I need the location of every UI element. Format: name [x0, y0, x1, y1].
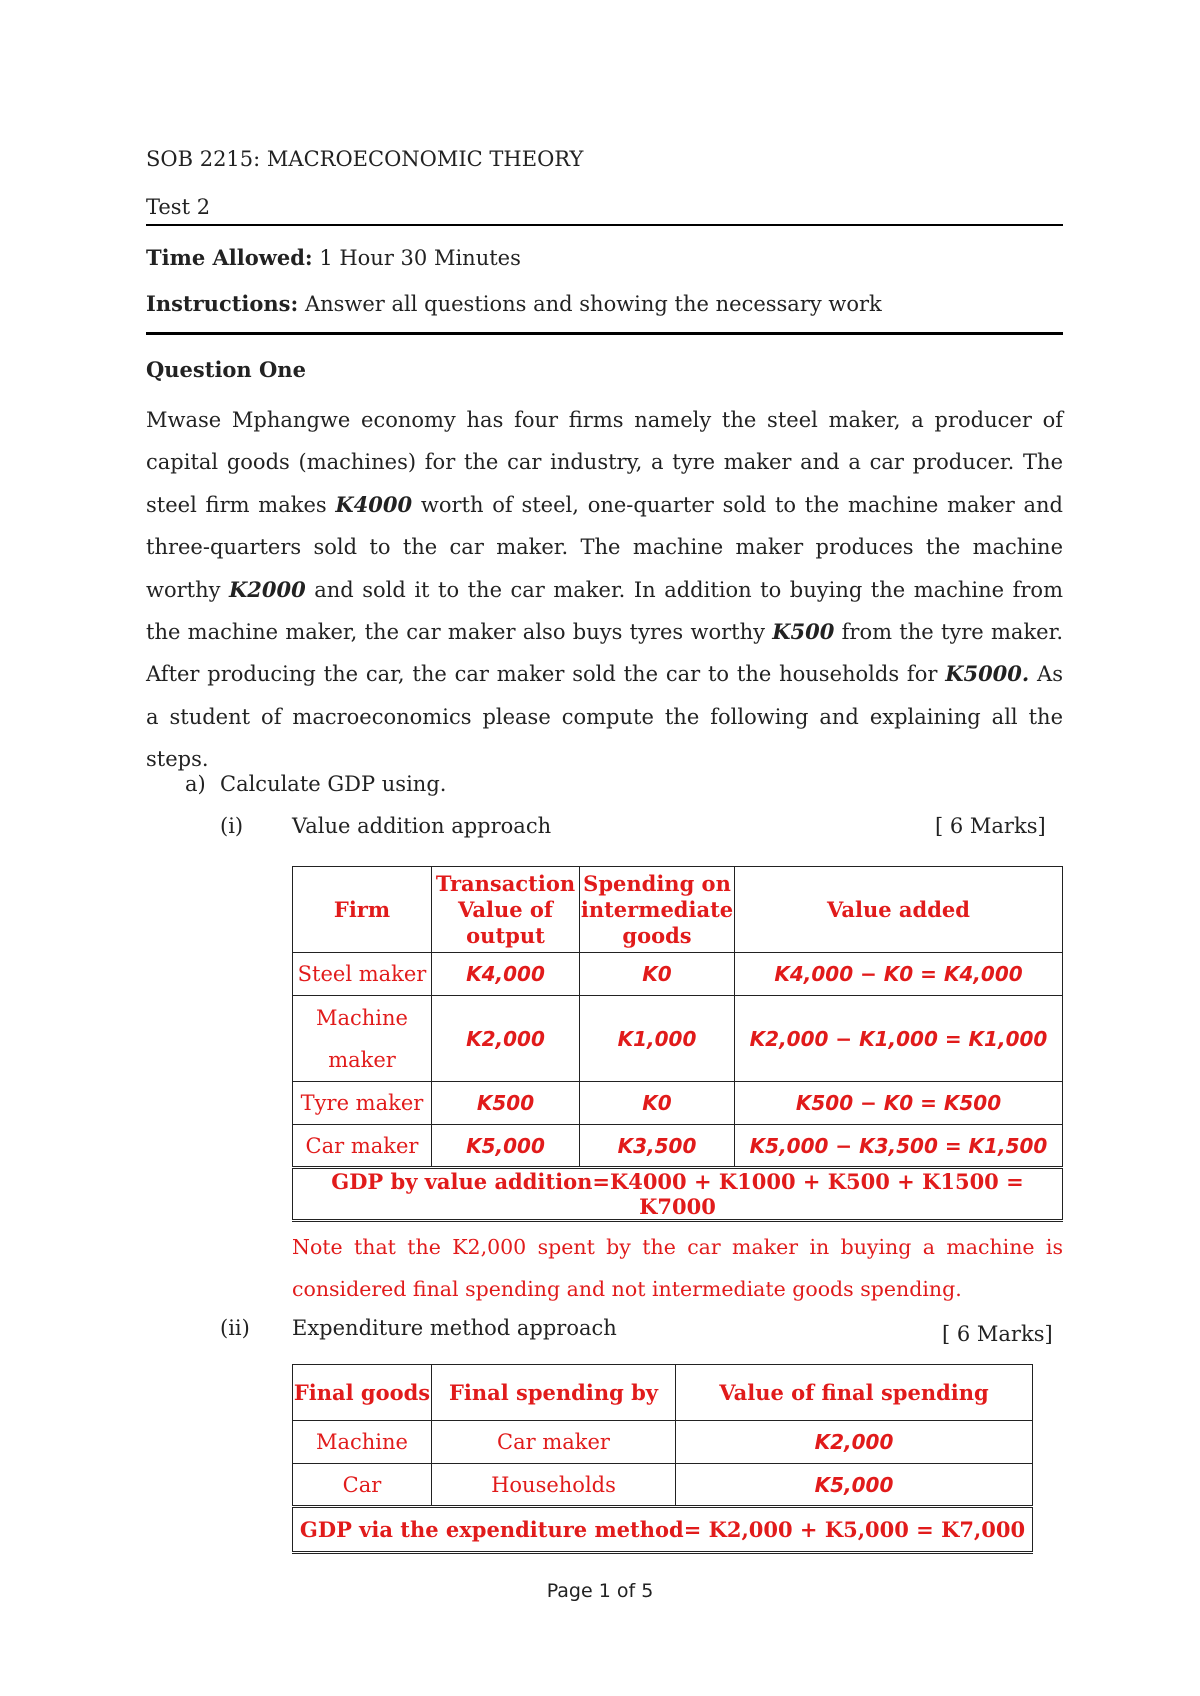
- table1-header: Transaction Value of output: [432, 867, 580, 953]
- part-ii-label: (ii): [220, 1316, 250, 1340]
- time-allowed-label: Time Allowed:: [146, 245, 313, 270]
- table-cell: Machine: [293, 1421, 432, 1464]
- gdp-value-addition-total: GDP by value addition=K4000 + K1000 + K500 + K1500 = K7000: [293, 1168, 1063, 1221]
- table-cell: Car: [293, 1464, 432, 1507]
- math-amount: K5000.: [945, 661, 1030, 687]
- table-cell: K500 − K0 = K500: [735, 1082, 1063, 1125]
- math-amount: K2000: [229, 576, 306, 602]
- part-ii-text: Expenditure method approach: [292, 1316, 617, 1340]
- question-text: Mwase Mphangwe economy has four firms namely the steel maker, a producer of capital goods (machines) for the car industry, a tyre maker and a car producer. The steel firm makes: [146, 408, 1063, 517]
- part-a-text: Calculate GDP using.: [220, 772, 447, 796]
- gdp-expenditure-total: GDP via the expenditure method= K2,000 + K5,000 = K7,000: [293, 1507, 1033, 1553]
- question-text: As a student of macroeconomics please compute the following and explaining all the steps.: [146, 662, 1063, 772]
- page-number: Page 1 of 5: [546, 1580, 654, 1602]
- part-a-label: a): [185, 772, 206, 796]
- table-cell: K5,000: [432, 1125, 580, 1168]
- question-body: [146, 399, 1063, 781]
- question-text: worth of steel, one-quarter sold to the machine maker and three-quarters sold to the car maker. The machine maker produces the machine worthy: [146, 492, 1063, 602]
- instructions-value: Answer all questions and showing the necessary work: [298, 292, 882, 316]
- table-cell: K0: [580, 953, 735, 996]
- table2-header: Final spending by: [432, 1365, 676, 1421]
- instructions: [146, 290, 882, 318]
- table-row: [293, 1125, 1063, 1168]
- test-title: Test 2: [146, 195, 211, 219]
- math-amount: K500: [772, 619, 835, 645]
- math-amount: K4000: [335, 491, 413, 517]
- table-row: [293, 1464, 1033, 1507]
- value-added-table: [292, 866, 1063, 1222]
- table1-header: Spending on intermediate goods: [580, 867, 735, 953]
- part-i-label: (i): [220, 814, 244, 838]
- table2-header-row: [293, 1365, 1033, 1421]
- table2-total-row: [293, 1507, 1033, 1553]
- table-cell: Machine maker: [293, 996, 432, 1082]
- table-cell: K1,000: [580, 996, 735, 1082]
- table1-total-row: [293, 1168, 1063, 1221]
- instructions-label: Instructions:: [146, 291, 299, 316]
- table-cell: K3,500: [580, 1125, 735, 1168]
- part-i-text: Value addition approach: [292, 814, 552, 838]
- table-row: [293, 1421, 1033, 1464]
- course-title: SOB 2215: MACROECONOMIC THEORY: [146, 147, 584, 171]
- table2-header: Value of final spending: [676, 1365, 1033, 1421]
- part-i-marks: [ 6 Marks]: [935, 814, 1046, 838]
- table-cell: Households: [432, 1464, 676, 1507]
- time-allowed: [146, 244, 521, 272]
- table1-header-row: [293, 867, 1063, 953]
- table-cell: K0: [580, 1082, 735, 1125]
- table-cell: Tyre maker: [293, 1082, 432, 1125]
- question-text: and sold it to the car maker. In addition to buying the machine from the machine maker, the car maker also buys tyres worthy: [146, 577, 1063, 645]
- table-cell: Steel maker: [293, 953, 432, 996]
- table2-header: Final goods: [293, 1365, 432, 1421]
- instructions-divider: [146, 332, 1063, 335]
- table-row: [293, 996, 1063, 1082]
- question-title: Question One: [146, 357, 306, 382]
- table-cell: Car maker: [293, 1125, 432, 1168]
- expenditure-table: [292, 1364, 1033, 1554]
- table1-header: Value added: [735, 867, 1063, 953]
- table-cell: K500: [432, 1082, 580, 1125]
- table-cell: K2,000: [676, 1421, 1033, 1464]
- question-text: from the tyre maker. After producing the car, the car maker sold the car to the households for: [146, 620, 1063, 687]
- note-text: Note that the K2,000 spent by the car maker in buying a machine is considered final spending and not intermediate goods spending.: [292, 1235, 1063, 1301]
- table-row: [293, 953, 1063, 996]
- table-cell: Car maker: [432, 1421, 676, 1464]
- table-cell: K5,000 − K3,500 = K1,500: [735, 1125, 1063, 1168]
- table-cell: K5,000: [676, 1464, 1033, 1507]
- table-cell: K4,000: [432, 953, 580, 996]
- table-row: [293, 1082, 1063, 1125]
- time-allowed-value: 1 Hour 30 Minutes: [312, 246, 521, 270]
- part-ii-marks: [ 6 Marks]: [942, 1322, 1053, 1346]
- table-cell: K2,000: [432, 996, 580, 1082]
- table1-header: Firm: [293, 867, 432, 953]
- header-divider: [146, 224, 1063, 226]
- table-cell: K4,000 − K0 = K4,000: [735, 953, 1063, 996]
- table-cell: K2,000 − K1,000 = K1,000: [735, 996, 1063, 1082]
